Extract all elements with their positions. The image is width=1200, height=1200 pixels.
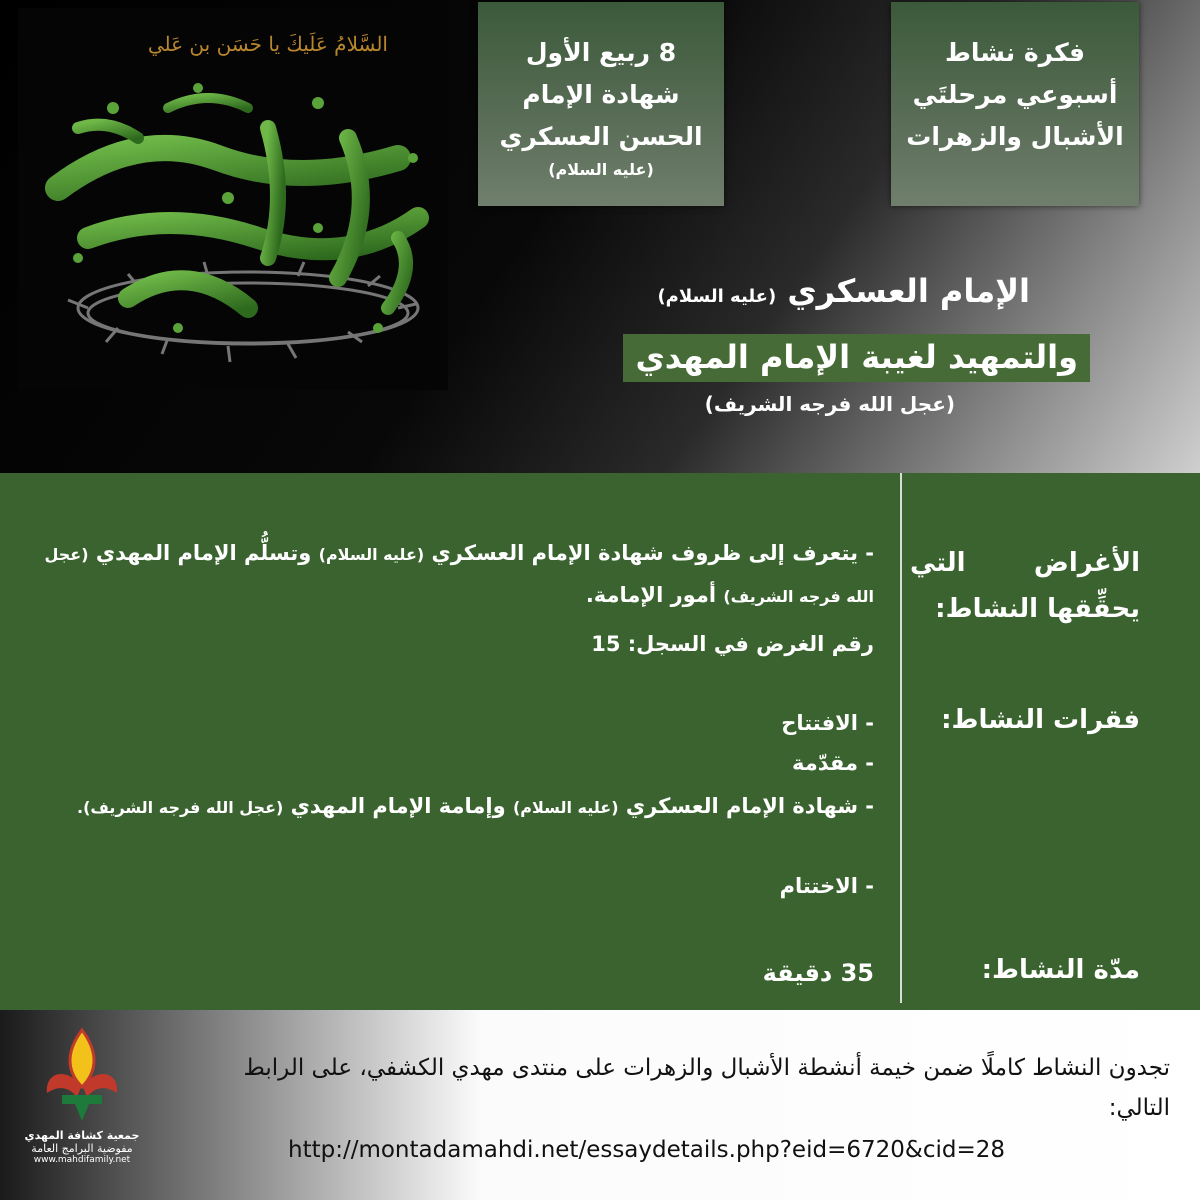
goals-honorific-b: (عجل الله فرجه الشريف) (44, 545, 874, 606)
page-title (657, 272, 1030, 310)
goals-label: الأغراض التي يحقِّقها النشاط: (910, 548, 1140, 624)
column-divider (900, 473, 902, 1003)
paragraph-item-1: - الافتتاح (781, 711, 874, 735)
duration-value: 35 دقيقة (762, 959, 874, 987)
title-honorific: (عليه السلام) (657, 286, 777, 307)
paragraph-item-2: - مقدّمة (791, 751, 874, 775)
box1-line1: فكرة نشاط (944, 38, 1086, 67)
goal-number: رقم الغرض في السجل: 15 (591, 632, 874, 656)
paragraph-item-3 (44, 786, 874, 828)
title-main: الإمام العسكري (787, 272, 1030, 310)
page-subtitle: والتمهيد لغيبة الإمام المهدي (623, 334, 1090, 382)
paragraph-3-c: (عجل الله فرجه الشريف). (76, 798, 284, 817)
fleur-de-lis-icon (37, 1025, 127, 1125)
occasion-date-box (478, 2, 724, 206)
box1-line3: الأشبال والزهرات (906, 122, 1124, 151)
paragraph-3-honorific: (عليه السلام) (512, 798, 619, 817)
paragraph-3-b: وإمامة الإمام المهدي (290, 794, 506, 818)
scouts-logo (22, 1025, 142, 1195)
activity-idea-box (891, 2, 1139, 206)
goals-text-b: وتسلُّم الإمام المهدي (95, 541, 312, 565)
page-subtitle-honorific: (عجل الله فرجه الشريف) (704, 392, 955, 416)
paragraph-item-4: - الاختتام (779, 874, 874, 898)
box2-line2: شهادة الإمام (522, 80, 680, 109)
paragraphs-label: فقرات النشاط: (941, 705, 1140, 735)
calligraphy-artwork (18, 8, 448, 390)
logo-org-name: جمعية كشافة المهدي (24, 1129, 140, 1142)
box2-line1: 8 ربيع الأول (525, 38, 677, 67)
box2-honorific: (عليه السلام) (548, 160, 654, 179)
footer-text: تجدون النشاط كاملًا ضمن خيمة أنشطة الأشبال والزهرات على منتدى مهدي الكشفي، على الرابط التالي: (243, 1055, 1170, 1121)
goals-honorific-a: (عليه السلام) (318, 545, 425, 564)
footer-link[interactable]: http://montadamahdi.net/essaydetails.php?eid=6720&cid=28 (288, 1137, 1005, 1163)
calligraphy-icon (18, 8, 448, 390)
paragraph-3-a: - شهادة الإمام العسكري (625, 794, 874, 818)
logo-website: www.mahdifamily.net (33, 1155, 131, 1165)
box2-line3: الحسن العسكري (499, 122, 703, 151)
box1-line2: أسبوعي مرحلتَي (912, 80, 1118, 109)
calligraphy-salutation: السَّلامُ عَلَيكَ يا حَسَن بن عَلي (147, 32, 388, 56)
goals-text (44, 533, 874, 617)
logo-commission: مفوضية البرامج العامة (31, 1142, 133, 1155)
goals-text-c: أمور الإمامة. (585, 583, 717, 607)
duration-label: مدّة النشاط: (981, 955, 1140, 985)
goals-text-a: - يتعرف إلى ظروف شهادة الإمام العسكري (431, 541, 874, 565)
